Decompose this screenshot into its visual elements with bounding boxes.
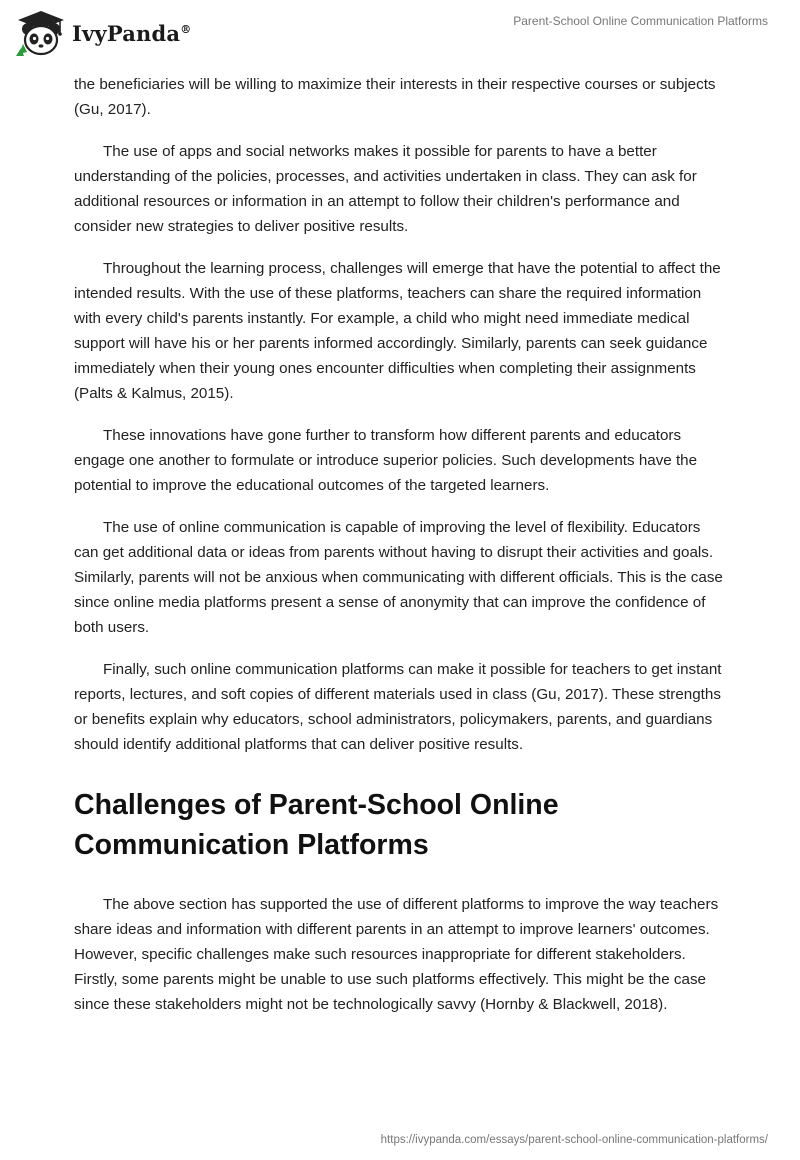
paragraph: The use of online communication is capable of improving the level of flexibility. Educators can get additional data or ideas from parents without having to disrupt their activities and goals. Similarly, parents will not be anxious when communicating with different officials. This is the case since online media platforms present a sense of anonymity that can improve the confidence of both users. bbox=[74, 519, 723, 636]
document-title: Parent-School Online Communication Platforms bbox=[513, 14, 768, 28]
paragraph: The above section has supported the use of different platforms to improve the way teachers share ideas and information with different parents in an attempt to improve learners' outcomes. However, specific challenges make such resources inappropriate for different stakeholders. Firstly, some parents might be unable to use such platforms effectively. This might be the case since these stakeholders might not be technologically savvy (Hornby & Blackwell, 2018). bbox=[74, 896, 719, 1013]
essay-content bbox=[74, 72, 724, 1034]
panda-graduate-icon bbox=[14, 8, 68, 58]
paragraph: Throughout the learning process, challenges will emerge that have the potential to affect the intended results. With the use of these platforms, teachers can share the required information with every child's parents instantly. For example, a child who might need immediate medical support will have his or her parents informed accordingly. Similarly, parents can seek guidance immediately when their young ones encounter difficulties when completing their assignments (Palts & Kalmus, 2015). bbox=[74, 260, 721, 402]
source-url[interactable]: https://ivypanda.com/essays/parent-school-online-communication-platforms/ bbox=[380, 1134, 768, 1146]
registered-mark: ® bbox=[180, 22, 192, 36]
ivypanda-logo[interactable] bbox=[14, 8, 191, 58]
paragraph: the beneficiaries will be willing to maximize their interests in their respective courses or subjects (Gu, 2017). bbox=[74, 76, 716, 118]
section-heading: Challenges of Parent-School Online Communication Platforms bbox=[74, 789, 559, 861]
paragraph: Finally, such online communication platforms can make it possible for teachers to get instant reports, lectures, and soft copies of different materials used in class (Gu, 2017). These strengths or benefits explain why educators, school administrators, policymakers, parents, and guardians should identify additional platforms that can deliver positive results. bbox=[74, 661, 722, 753]
page-header bbox=[0, 0, 800, 70]
logo-text: IvyPanda bbox=[72, 20, 181, 46]
paragraph: The use of apps and social networks makes it possible for parents to have a better understanding of the policies, processes, and activities undertaken in class. They can ask for additional resources or information in an attempt to follow their children's performance and consider new strategies to deliver positive results. bbox=[74, 143, 697, 235]
paragraph: These innovations have gone further to transform how different parents and educators engage one another to formulate or introduce superior policies. Such developments have the potential to improve the educational outcomes of the targeted learners. bbox=[74, 427, 698, 494]
